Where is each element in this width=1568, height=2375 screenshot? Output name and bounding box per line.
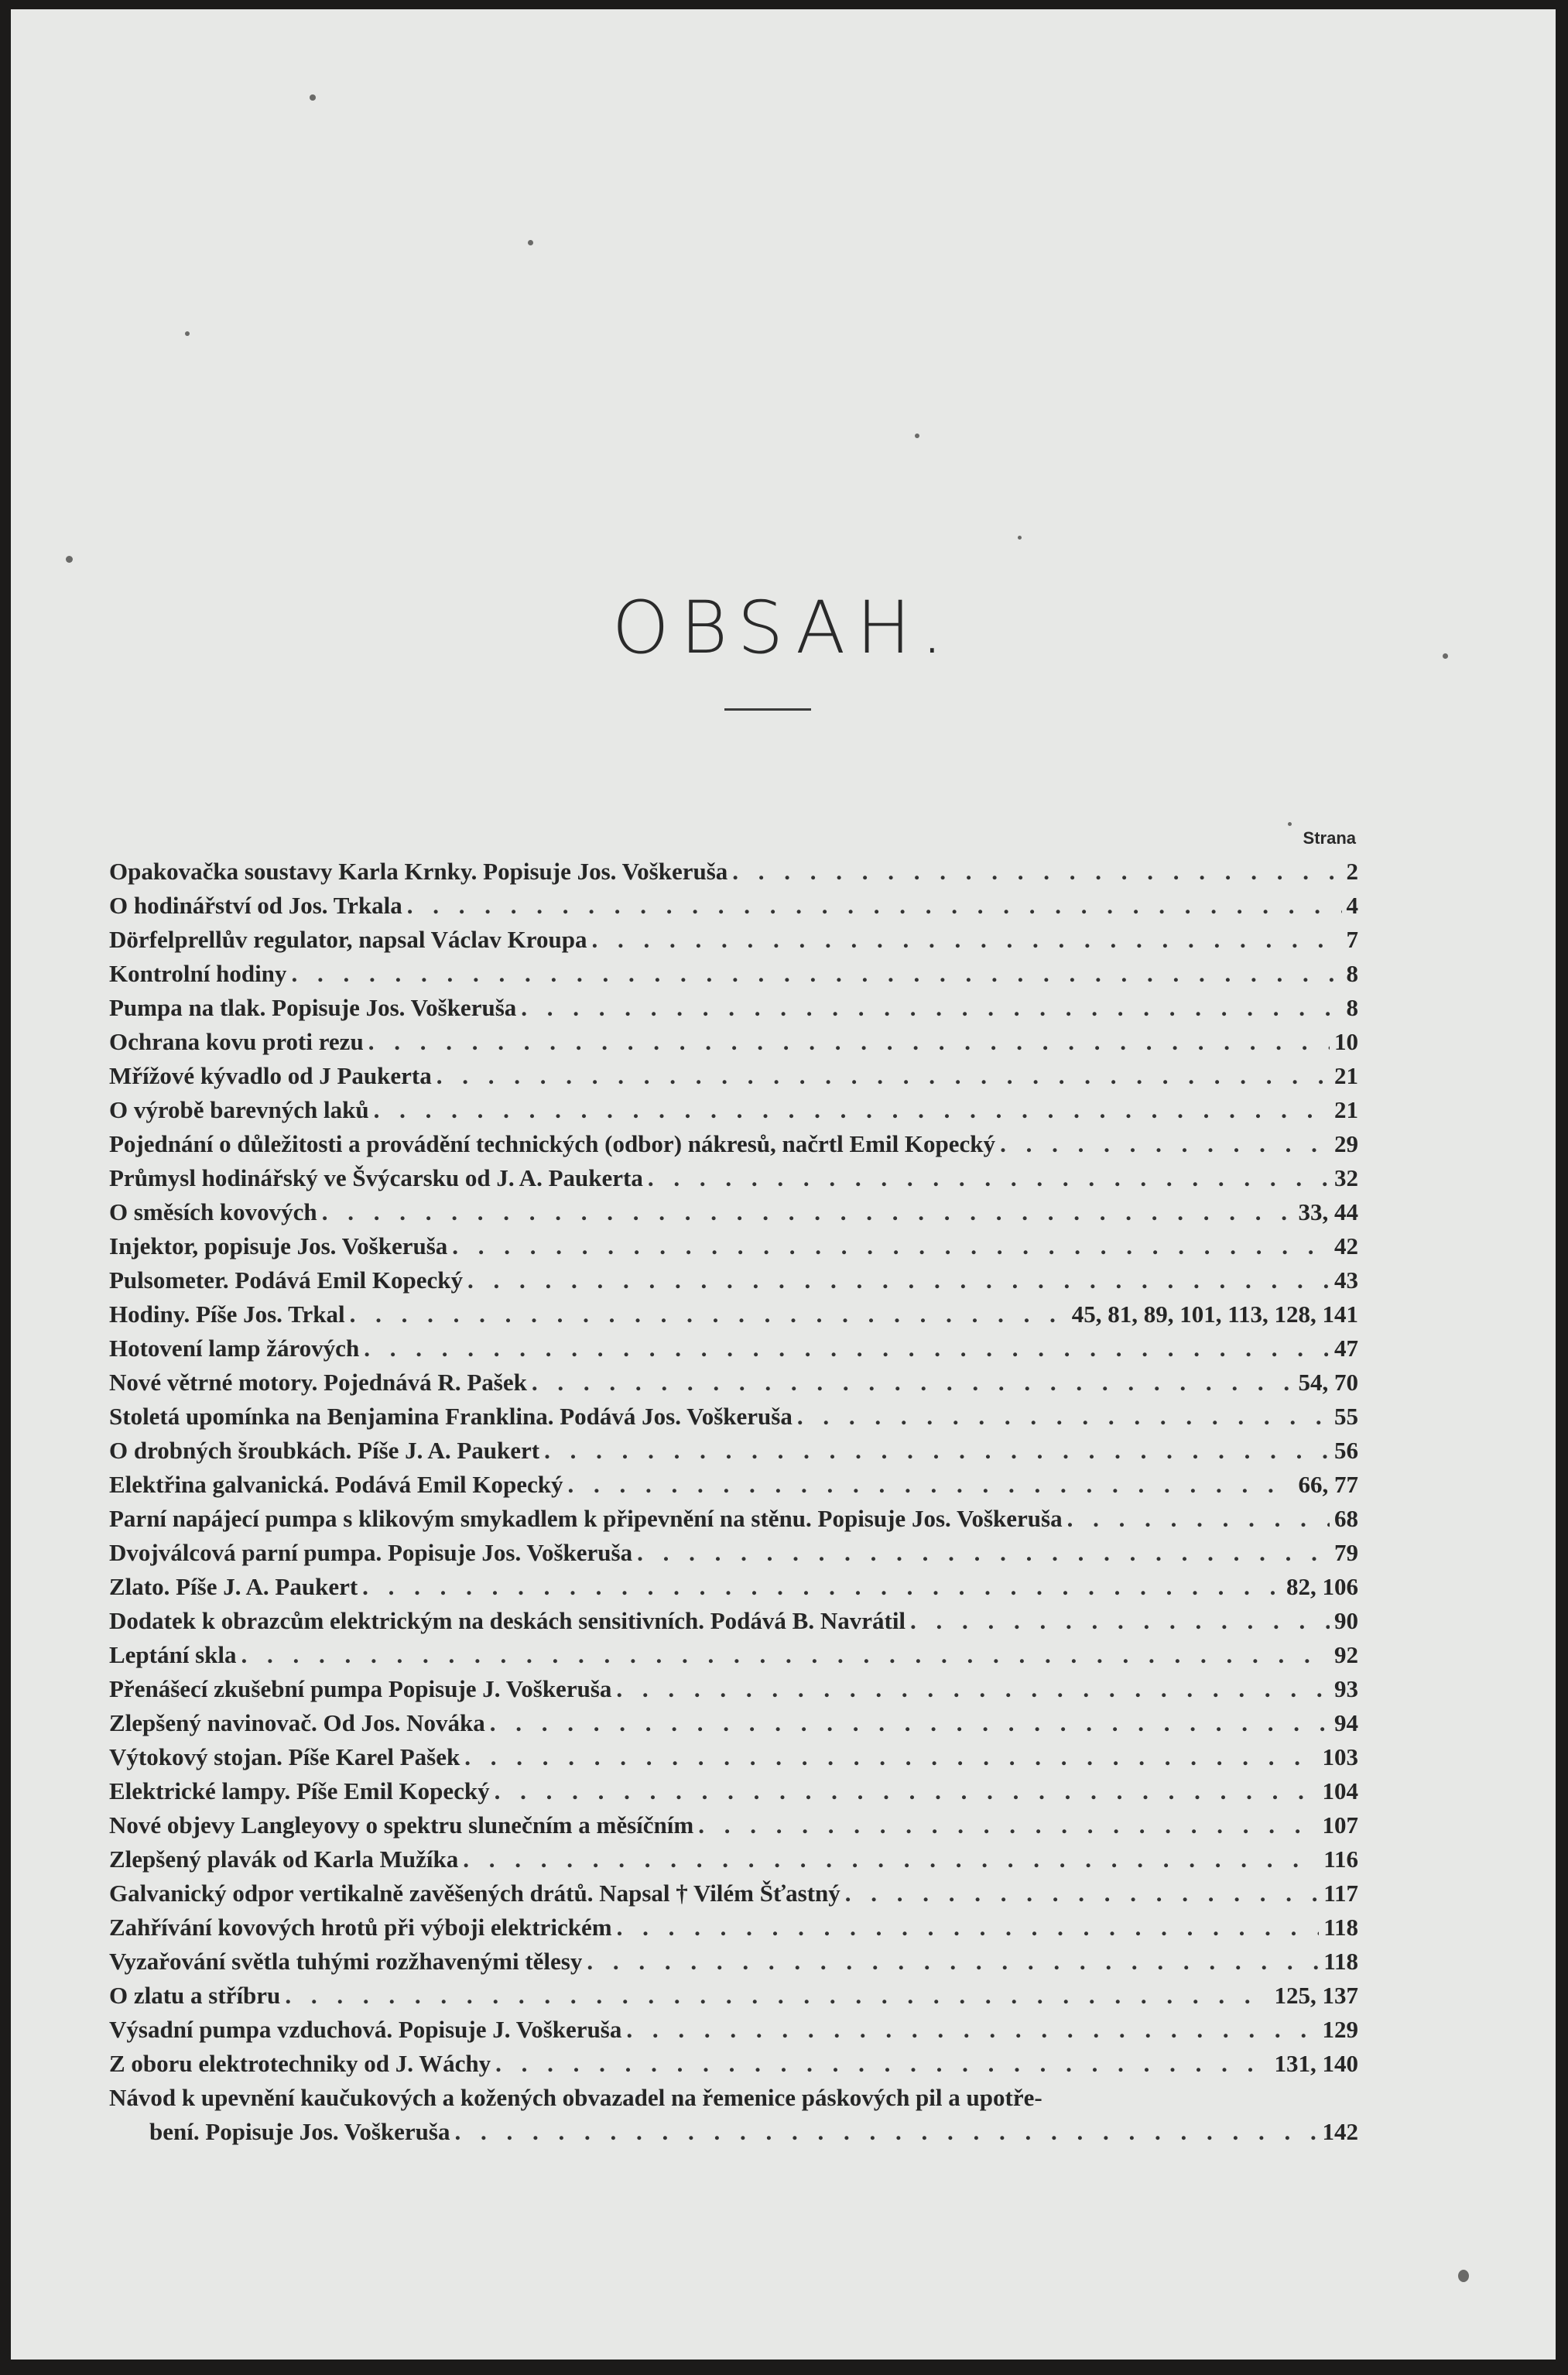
leader-dots — [626, 2013, 1317, 2047]
toc-entry-title: Průmysl hodinářský ve Švýcarsku od J. A. Paukerta — [109, 1164, 643, 1191]
toc-entry — [109, 1672, 1358, 1706]
toc-entry-line — [109, 2081, 1358, 2115]
toc-entry-page: 45, 81, 89, 101, 113, 128, 141 — [1071, 1301, 1358, 1328]
leader-dots — [241, 1638, 1330, 1672]
toc-entry — [109, 1263, 1358, 1297]
leader-dots — [1067, 1502, 1330, 1536]
toc-entry — [109, 1638, 1358, 1672]
leader-dots — [495, 1774, 1318, 1808]
toc-entry — [109, 1025, 1358, 1059]
toc-entry-title: Výtokový stojan. Píše Karel Pašek — [109, 1743, 460, 1770]
toc-entry — [109, 1876, 1358, 1911]
toc-entry-page: 33, 44 — [1298, 1198, 1358, 1225]
toc-entry — [109, 1093, 1358, 1127]
toc-entry — [109, 1604, 1358, 1638]
toc-entry — [109, 923, 1358, 957]
toc-entry-page: 4 — [1346, 892, 1358, 919]
toc-entry-title: Nové objevy Langleyovy o spektru slunečním a měsíčním — [109, 1811, 694, 1839]
toc-entry-page: 56 — [1334, 1437, 1358, 1464]
leader-dots — [362, 1570, 1282, 1604]
toc-entry-page: 125, 137 — [1274, 1982, 1358, 2009]
toc-entry-page: 66, 77 — [1298, 1471, 1358, 1498]
toc-entry-page: 2 — [1346, 858, 1358, 885]
toc-entry-title: Parní napájecí pumpa s klikovým smykadlem k připevnění na stěnu. Popisuje Jos. Voškeruša — [109, 1505, 1063, 1532]
title-divider — [724, 708, 811, 711]
scan-speck — [310, 94, 316, 101]
leader-dots — [544, 1434, 1330, 1468]
toc-entry-title: Opakovačka soustavy Karla Krnky. Popisuje Jos. Voškeruša — [109, 858, 728, 885]
toc-entry-page: 68 — [1334, 1505, 1358, 1532]
toc-entry — [109, 1400, 1358, 1434]
toc-entry-title: Kontrolní hodiny — [109, 960, 287, 987]
leader-dots — [910, 1604, 1330, 1638]
toc-entry-page: 10 — [1334, 1028, 1358, 1055]
toc-entry — [109, 1536, 1358, 1570]
toc-entry — [109, 1740, 1358, 1774]
leader-dots — [322, 1195, 1294, 1229]
toc-entry-page: 129 — [1322, 2016, 1358, 2043]
leader-dots — [797, 1400, 1330, 1434]
document-page — [11, 9, 1556, 2360]
toc-entry-line — [109, 2115, 1358, 2149]
toc-entry-page: 93 — [1334, 1675, 1358, 1702]
leader-dots — [350, 1297, 1067, 1331]
toc-entry-page: 42 — [1334, 1232, 1358, 1259]
toc-entry — [109, 1434, 1358, 1468]
toc-entry-page: 8 — [1346, 960, 1358, 987]
toc-entry-page: 90 — [1334, 1607, 1358, 1634]
leader-dots — [495, 2047, 1269, 2081]
toc-entry-title: Galvanický odpor vertikalně zavěšených drátů. Napsal † Vilém Šťastný — [109, 1880, 840, 1907]
toc-entry-page: 94 — [1334, 1709, 1358, 1736]
toc-entry — [109, 1774, 1358, 1808]
leader-dots — [291, 957, 1341, 991]
toc-entry-title: Elektřina galvanická. Podává Emil Kopecký — [109, 1471, 563, 1498]
leader-dots — [368, 1025, 1330, 1059]
toc-entry-title: Hotovení lamp žárových — [109, 1335, 360, 1362]
toc-entry-page: 131, 140 — [1274, 2050, 1358, 2077]
toc-entry-title: Zlepšený plavák od Karla Mužíka — [109, 1846, 459, 1873]
toc-entry-title: Stoletá upomínka na Benjamina Franklina. Podává Jos. Voškeruša — [109, 1403, 793, 1430]
leader-dots — [490, 1706, 1330, 1740]
toc-entry — [109, 855, 1358, 889]
leader-dots — [364, 1331, 1330, 1366]
leader-dots — [374, 1093, 1330, 1127]
toc-entry-title: O hodinářství od Jos. Trkala — [109, 892, 402, 919]
leader-dots — [407, 889, 1342, 923]
toc-entry-title: Z oboru elektrotechniky od J. Wáchy — [109, 2050, 491, 2077]
leader-dots — [454, 2115, 1317, 2149]
toc-entry-title: O drobných šroubkách. Píše J. A. Paukert — [109, 1437, 540, 1464]
toc-entry-page: 118 — [1323, 1948, 1358, 1975]
toc-entry — [109, 1059, 1358, 1093]
toc-entry-page: 92 — [1334, 1641, 1358, 1668]
toc-entry-page: 79 — [1334, 1539, 1358, 1566]
leader-dots — [285, 1979, 1269, 2013]
leader-dots — [567, 1468, 1293, 1502]
toc-entry-title: Hodiny. Píše Jos. Trkal — [109, 1301, 345, 1328]
toc-entry-title: Dodatek k obrazcům elektrickým na deskách sensitivních. Podává B. Navrátil — [109, 1607, 906, 1634]
toc-entry-page: 29 — [1334, 1130, 1358, 1157]
page-column-header: Strana — [1303, 828, 1356, 848]
leader-dots — [845, 1876, 1319, 1911]
toc-entry-title: O zlatu a stříbru — [109, 1982, 281, 2009]
toc-entry — [109, 1842, 1358, 1876]
toc-entry-title: Výsadní pumpa vzduchová. Popisuje J. Voškeruša — [109, 2016, 622, 2043]
toc-entry-page: 21 — [1334, 1096, 1358, 1123]
toc-entry — [109, 957, 1358, 991]
toc-entry-title: Nové větrné motory. Pojednává R. Pašek — [109, 1369, 527, 1396]
toc-entry-title: Vyzařování světla tuhými rozžhavenými tělesy — [109, 1948, 583, 1975]
toc-entry — [109, 1911, 1358, 1945]
toc-entry-title: Injektor, popisuje Jos. Voškeruša — [109, 1232, 448, 1259]
toc-entry-title: Návod k upevnění kaučukových a kožených obvazadel na řemenice páskových pil a upotře- — [109, 2084, 1042, 2111]
toc-entry-title: Pulsometer. Podává Emil Kopecký — [109, 1266, 463, 1294]
toc-entry-title: Leptání skla — [109, 1641, 237, 1668]
toc-entry-title: Dörfelprellův regulator, napsal Václav Kroupa — [109, 926, 587, 953]
toc-entry — [109, 1808, 1358, 1842]
toc-entry — [109, 1979, 1358, 2013]
scan-speck — [1288, 822, 1292, 826]
toc-entry-page: 8 — [1346, 994, 1358, 1021]
toc-entry-page: 107 — [1322, 1811, 1358, 1839]
page-title: OBSAH. — [611, 586, 955, 670]
toc-entry — [109, 1502, 1358, 1536]
toc-entry-title: Zahřívání kovových hrotů při výboji elektrickém — [109, 1914, 612, 1941]
toc-entry — [109, 1127, 1358, 1161]
leader-dots — [437, 1059, 1330, 1093]
toc-entry — [109, 1570, 1358, 1604]
toc-entry — [109, 1161, 1358, 1195]
toc-entry-title: Zlato. Píše J. A. Paukert — [109, 1573, 358, 1600]
leader-dots — [464, 1740, 1317, 1774]
toc-entry — [109, 2047, 1358, 2081]
toc-entry-title: Dvojválcová parní pumpa. Popisuje Jos. Voškeruša — [109, 1539, 633, 1566]
scan-speck — [1018, 536, 1022, 540]
toc-entry-page: 116 — [1323, 1846, 1358, 1873]
toc-entry-page: 82, 106 — [1286, 1573, 1358, 1600]
toc-entry-title: Zlepšený navinovač. Od Jos. Nováka — [109, 1709, 485, 1736]
toc-entry — [109, 1468, 1358, 1502]
leader-dots — [1000, 1127, 1330, 1161]
scan-speck — [1458, 2270, 1469, 2282]
leader-dots — [637, 1536, 1330, 1570]
scan-speck — [528, 240, 533, 245]
scan-speck — [66, 556, 73, 563]
toc-entry-page: 118 — [1323, 1914, 1358, 1941]
leader-dots — [732, 855, 1341, 889]
toc-entry-page: 32 — [1334, 1164, 1358, 1191]
leader-dots — [587, 1945, 1319, 1979]
toc-entry-title: O výrobě barevných laků — [109, 1096, 369, 1123]
toc-entry — [109, 1229, 1358, 1263]
toc-entry — [109, 1195, 1358, 1229]
toc-entry-page: 47 — [1334, 1335, 1358, 1362]
toc-entry — [109, 889, 1358, 923]
toc-entry-title: Pojednání o důležitosti a provádění technických (odbor) nákresů, načrtl Emil Kopecký — [109, 1130, 996, 1157]
leader-dots — [698, 1808, 1317, 1842]
toc-entry-page: 7 — [1346, 926, 1358, 953]
toc-entry — [109, 2013, 1358, 2047]
toc-entry-title: Mřížové kývadlo od J Paukerta — [109, 1062, 432, 1089]
toc-entry-title: bení. Popisuje Jos. Voškeruša — [149, 2118, 450, 2145]
leader-dots — [617, 1911, 1320, 1945]
toc-entry — [109, 1945, 1358, 1979]
toc-entry-page: 21 — [1334, 1062, 1358, 1089]
table-of-contents — [109, 855, 1358, 2149]
leader-dots — [616, 1672, 1330, 1706]
toc-entry — [109, 1331, 1358, 1366]
toc-entry-page: 142 — [1322, 2118, 1358, 2145]
leader-dots — [648, 1161, 1330, 1195]
toc-entry-page: 103 — [1322, 1743, 1358, 1770]
toc-entry-title: O směsích kovových — [109, 1198, 317, 1225]
toc-entry — [109, 1706, 1358, 1740]
toc-entry-title: Ochrana kovu proti rezu — [109, 1028, 364, 1055]
toc-entry — [109, 1366, 1358, 1400]
toc-entry — [109, 1297, 1358, 1331]
leader-dots — [532, 1366, 1294, 1400]
leader-dots — [452, 1229, 1330, 1263]
scan-speck — [915, 434, 919, 438]
toc-entry-title: Přenášecí zkušební pumpa Popisuje J. Voškeruša — [109, 1675, 612, 1702]
toc-entry — [109, 991, 1358, 1025]
leader-dots — [591, 923, 1341, 957]
leader-dots — [463, 1842, 1319, 1876]
scan-speck — [185, 331, 190, 336]
toc-entry-title: Pumpa na tlak. Popisuje Jos. Voškeruša — [109, 994, 517, 1021]
toc-entry-page: 117 — [1323, 1880, 1358, 1907]
toc-entry-title: Elektrické lampy. Píše Emil Kopecký — [109, 1777, 490, 1804]
leader-dots — [467, 1263, 1330, 1297]
toc-entry-page: 54, 70 — [1298, 1369, 1358, 1396]
toc-entry-page: 104 — [1322, 1777, 1358, 1804]
toc-entry-page: 43 — [1334, 1266, 1358, 1294]
leader-dots — [521, 991, 1341, 1025]
toc-entry-page: 55 — [1334, 1403, 1358, 1430]
